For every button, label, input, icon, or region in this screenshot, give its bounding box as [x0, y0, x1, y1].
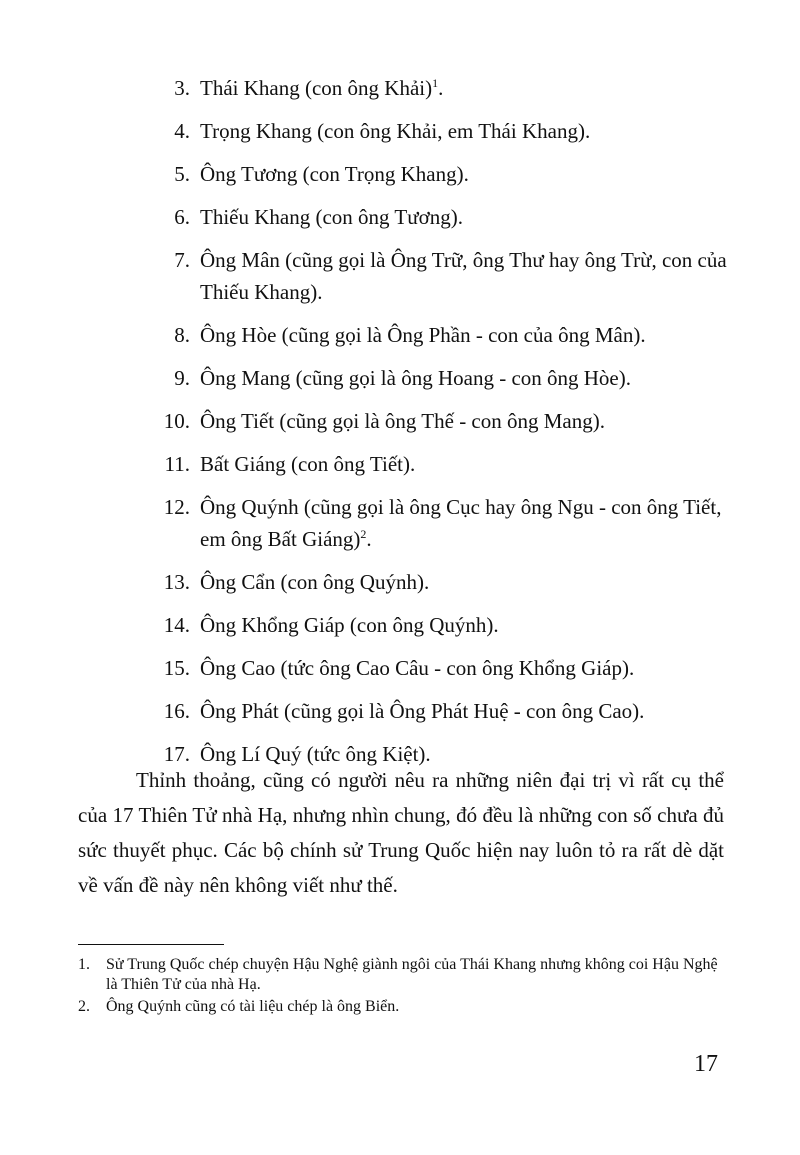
- list-item-text: Ông Hòe (cũng gọi là Ông Phần - con của ông Mân).: [200, 323, 646, 347]
- list-item-text: Ông Cẩn (con ông Quýnh).: [200, 570, 430, 594]
- list-item-number: 3.: [174, 76, 190, 100]
- list-item: [140, 115, 730, 147]
- footnote-ref: 1: [432, 76, 439, 90]
- list-item-number: 11.: [164, 452, 190, 476]
- body-paragraph: Thỉnh thoảng, cũng có người nêu ra những niên đại trị vì rất cụ thể của 17 Thiên Tử nhà Hạ, nhưng nhìn chung, đó đều là những con số chưa đủ sức thuyết phục. Các bộ chính sử Trung Quốc hiện nay luôn tỏ ra rất dè dặt về vấn đề này nên không viết như thế.: [78, 768, 724, 897]
- list-item: [140, 566, 730, 598]
- list-item-number: 10.: [163, 409, 190, 433]
- list-item-number: 13.: [163, 570, 190, 594]
- list-item-text: Ông Quýnh (cũng gọi là ông Cục hay ông Ngu - con ông Tiết, em ông Bất Giáng)$^2$.: [200, 495, 722, 551]
- list-item-number: 15.: [163, 656, 190, 680]
- list-item-text: Thái Khang (con ông Khải)$^1$.: [200, 76, 444, 100]
- list-item-text: Ông Cao (tức ông Cao Câu - con ông Khổng Giáp).: [200, 656, 635, 680]
- list-item-text: Ông Mang (cũng gọi là ông Hoang - con ông Hòe).: [200, 366, 631, 390]
- list-item: [140, 158, 730, 190]
- footnote-divider: [78, 944, 224, 945]
- ruler-list: [140, 72, 730, 781]
- list-item-text: Ông Khổng Giáp (con ông Quýnh).: [200, 613, 499, 637]
- footnote-ref: 2: [360, 527, 367, 541]
- list-item-number: 12.: [163, 495, 190, 519]
- footnote-text: Sử Trung Quốc chép chuyện Hậu Nghệ giành ngôi của Thái Khang nhưng không coi Hậu Nghệ là Thiên Tử của nhà Hạ.: [106, 956, 718, 993]
- list-item-number: 7.: [174, 248, 190, 272]
- list-item-number: 17.: [163, 742, 190, 766]
- list-item-text: Ông Tiết (cũng gọi là ông Thế - con ông Mang).: [200, 409, 605, 433]
- footnote-number: 2.: [78, 998, 90, 1015]
- list-item-text: Ông Phát (cũng gọi là Ông Phát Huệ - con ông Cao).: [200, 699, 645, 723]
- list-item-number: 16.: [163, 699, 190, 723]
- list-item: [140, 201, 730, 233]
- list-item: [140, 72, 730, 104]
- list-item: [140, 405, 730, 437]
- list-item-text: Thiếu Khang (con ông Tương).: [200, 205, 463, 229]
- list-item: [140, 319, 730, 351]
- footnotes: [78, 955, 728, 1019]
- list-item-number: 14.: [163, 613, 190, 637]
- list-item: [140, 491, 730, 555]
- list-item-number: 9.: [174, 366, 190, 390]
- page-number: 17: [694, 1051, 718, 1077]
- list-item-text: Ông Mân (cũng gọi là Ông Trữ, ông Thư hay ông Trừ, con của Thiếu Khang).: [200, 248, 727, 304]
- list-item-text: Trọng Khang (con ông Khải, em Thái Khang).: [200, 119, 591, 143]
- list-item: [140, 244, 730, 308]
- list-item: [140, 448, 730, 480]
- list-item-number: 4.: [174, 119, 190, 143]
- list-item: [140, 362, 730, 394]
- list-item-number: 6.: [174, 205, 190, 229]
- list-item: [140, 695, 730, 727]
- list-item-number: 8.: [174, 323, 190, 347]
- list-item-number: 5.: [174, 162, 190, 186]
- list-item-text: Ông Lí Quý (tức ông Kiệt).: [200, 742, 431, 766]
- list-item-text: Ông Tương (con Trọng Khang).: [200, 162, 469, 186]
- list-item: [140, 609, 730, 641]
- footnote-number: 1.: [78, 956, 90, 973]
- footnote-text: Ông Quýnh cũng có tài liệu chép là ông Biển.: [106, 998, 400, 1015]
- list-item: [140, 652, 730, 684]
- list-item-text: Bất Giáng (con ông Tiết).: [200, 452, 416, 476]
- footnote: [78, 955, 728, 995]
- footnote: [78, 997, 728, 1017]
